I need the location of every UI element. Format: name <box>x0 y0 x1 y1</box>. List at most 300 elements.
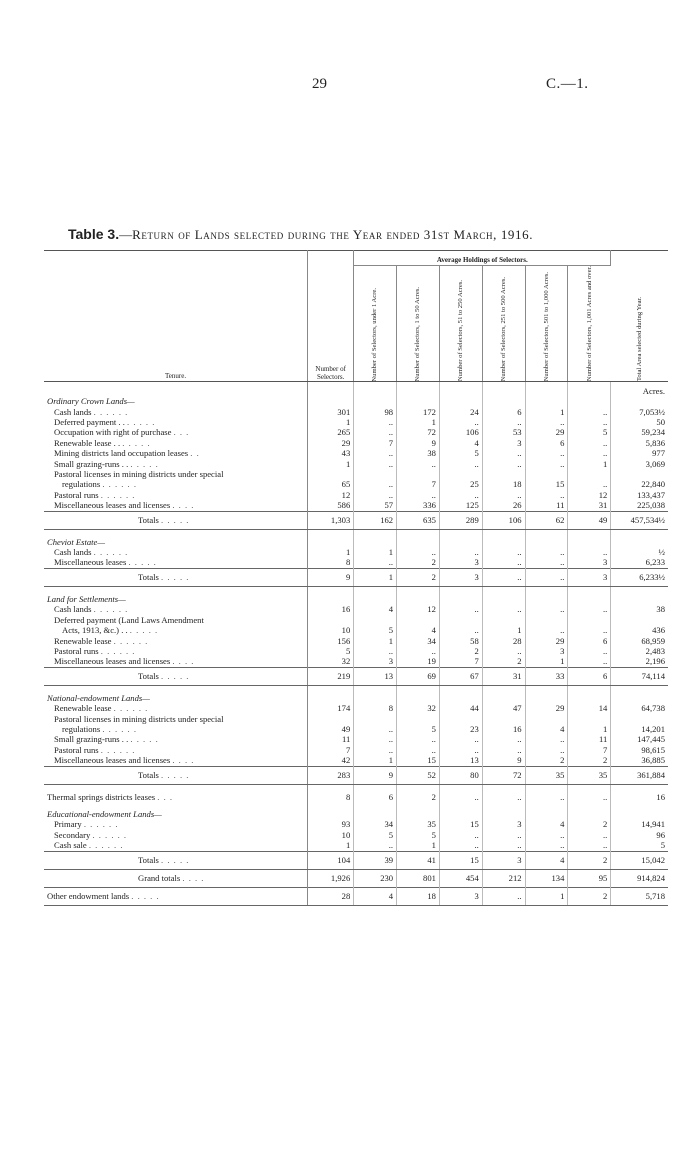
row-value: 635 <box>397 511 440 529</box>
empty-cell <box>308 693 354 703</box>
row-value: 12 <box>397 604 440 614</box>
row-value: 3 <box>482 438 525 448</box>
spacer-cell <box>568 685 611 693</box>
row-value: 11 <box>525 500 568 511</box>
spacer-cell <box>397 802 440 809</box>
row-value: 47 <box>482 703 525 713</box>
row-value: 336 <box>397 500 440 511</box>
row-value: .. <box>354 459 397 469</box>
row-label <box>44 417 308 427</box>
row-value: 6 <box>482 407 525 417</box>
empty-cell <box>308 537 354 547</box>
row-value: 28 <box>482 636 525 646</box>
spacer-cell <box>525 529 568 537</box>
row-value: 5 <box>354 830 397 840</box>
row-value: 1,926 <box>308 869 354 887</box>
empty-cell <box>308 594 354 604</box>
empty-cell <box>611 537 668 547</box>
spacer-cell <box>611 784 668 792</box>
row-value: 1 <box>308 417 354 427</box>
row-value: .. <box>354 646 397 656</box>
row-value: .. <box>568 646 611 656</box>
leader-dots: . . . . . <box>161 514 190 525</box>
row-value: .. <box>525 417 568 427</box>
row-value: 162 <box>354 511 397 529</box>
row-value: .. <box>525 459 568 469</box>
row-value: .. <box>354 724 397 734</box>
row-value <box>308 615 354 625</box>
row-label-text: Small grazing-runs . . <box>54 734 129 745</box>
row-value: 18 <box>397 887 440 905</box>
row-value: .. <box>439 604 482 614</box>
row-label-text: Pastoral runs <box>54 744 99 755</box>
row-label <box>44 490 308 500</box>
row-label <box>44 714 308 724</box>
empty-cell <box>308 809 354 819</box>
row-value: 57 <box>354 500 397 511</box>
col-header-average-holdings: Average Holdings of Selectors. <box>354 251 611 266</box>
section-title: Ordinary Crown Lands— <box>44 396 308 406</box>
row-value: 59,234 <box>641 427 665 438</box>
spacer-cell <box>397 529 440 537</box>
row-value: 1 <box>397 417 440 427</box>
row-value: 98 <box>354 407 397 417</box>
row-value: 1 <box>525 656 568 667</box>
empty-cell <box>568 396 611 406</box>
row-label-text: Acts, 1913, &c.) . . <box>62 625 128 636</box>
row-value: 15 <box>397 755 440 766</box>
empty-cell <box>439 809 482 819</box>
row-value: 134 <box>525 869 568 887</box>
row-label <box>44 745 308 755</box>
row-value: 5 <box>397 724 440 734</box>
row-label-text: Cash lands <box>54 547 92 558</box>
leader-dots: . . . . <box>172 755 195 766</box>
row-value: 36,885 <box>641 755 665 766</box>
empty-cell <box>525 693 568 703</box>
row-value: 4 <box>525 851 568 869</box>
lands-selected-table <box>44 250 668 906</box>
spacer-cell <box>439 685 482 693</box>
empty-cell <box>354 382 397 397</box>
spacer-cell <box>308 586 354 594</box>
row-value: 19 <box>397 656 440 667</box>
row-value: 2,483 <box>645 645 665 656</box>
row-value: 174 <box>308 703 354 713</box>
col-header-51-to-250-acres: Number of Selectors, 51 to 250 Acres. <box>439 266 482 382</box>
leader-dots: . . . . . <box>161 854 190 865</box>
leader-dots: . . . . . . <box>102 479 137 490</box>
row-value: .. <box>568 438 611 448</box>
spacer-cell <box>525 784 568 792</box>
row-label-text: Occupation with right of purchase <box>54 427 172 438</box>
row-value: 9 <box>397 438 440 448</box>
row-value: .. <box>568 407 611 417</box>
row-value: 18 <box>482 479 525 489</box>
leader-dots: . . . . . <box>161 572 190 583</box>
row-label-text: Miscellaneous leases and licenses <box>54 656 171 667</box>
spacer-cell <box>439 784 482 792</box>
totals-row <box>44 766 668 784</box>
row-value: 43 <box>308 448 354 458</box>
row-label <box>44 887 308 905</box>
spacer-cell <box>525 586 568 594</box>
row-value: 219 <box>308 667 354 685</box>
empty-cell <box>439 693 482 703</box>
row-value: 38 <box>397 448 440 458</box>
row-label-text: Mining districts land occupation leases <box>54 448 189 459</box>
row-label <box>44 479 308 489</box>
leader-dots: . . . . <box>182 872 205 883</box>
row-value: 3 <box>354 656 397 667</box>
row-label-text: Totals <box>138 854 159 865</box>
row-value: 1 <box>308 840 354 851</box>
row-value: .. <box>482 887 525 905</box>
spacer-cell <box>308 529 354 537</box>
spacer-cell <box>44 529 308 537</box>
row-value: 1 <box>525 887 568 905</box>
col-header-tenure: Tenure. <box>44 251 308 382</box>
row-label-text: Pastoral licenses in mining districts under special <box>54 469 224 480</box>
row-value: 3 <box>568 557 611 568</box>
row-value: .. <box>397 547 440 557</box>
leader-dots: . . . . . . <box>93 604 129 615</box>
row-value: 1 <box>354 547 397 557</box>
empty-cell <box>482 396 525 406</box>
row-value: 14,201 <box>641 723 665 734</box>
row-value: 3 <box>439 568 482 586</box>
section-crown <box>44 396 668 406</box>
row-value: 42 <box>308 755 354 766</box>
spacer-cell <box>568 586 611 594</box>
row-value: 106 <box>439 427 482 437</box>
row-value: 156 <box>308 636 354 646</box>
row-label <box>44 851 308 869</box>
leader-dots: . . . . . . <box>93 547 129 558</box>
row-value: 801 <box>397 869 440 887</box>
grand-totals-row <box>44 869 668 887</box>
row-label-text: Totals <box>138 514 159 525</box>
table-row <box>44 724 668 734</box>
row-label-text: Totals <box>138 769 159 780</box>
row-value: 5 <box>354 625 397 635</box>
table-row <box>44 490 668 500</box>
row-label-text: Pastoral runs <box>54 489 99 500</box>
row-label <box>44 625 308 635</box>
row-value: .. <box>568 830 611 840</box>
section-settlements <box>44 594 668 604</box>
spacer-cell <box>308 685 354 693</box>
row-value: 361,884 <box>611 766 668 784</box>
row-value: 74,114 <box>611 667 668 685</box>
row-value: 5 <box>660 840 665 851</box>
row-value: 914,824 <box>611 869 668 887</box>
row-value: 15 <box>439 819 482 829</box>
row-value: 28 <box>308 887 354 905</box>
row-value <box>439 714 482 724</box>
row-value: 26 <box>482 500 525 511</box>
row-value: 16 <box>482 724 525 734</box>
section-educational <box>44 809 668 819</box>
row-label-text: Other endowment lands <box>47 890 130 901</box>
row-value: .. <box>482 417 525 427</box>
row-value: .. <box>525 625 568 635</box>
empty-cell <box>482 693 525 703</box>
empty-cell <box>525 382 568 397</box>
row-value: 34 <box>354 819 397 829</box>
row-value: .. <box>439 459 482 469</box>
row-value: 50 <box>656 417 665 427</box>
row-value: 457,534½ <box>611 511 668 529</box>
spacer-row <box>44 586 668 594</box>
row-value: .. <box>482 568 525 586</box>
row-label-text: Cash lands <box>54 406 92 417</box>
spacer-cell <box>568 802 611 809</box>
empty-cell <box>397 537 440 547</box>
empty-cell <box>354 594 397 604</box>
row-label-text: Renewable lease <box>54 703 112 714</box>
leader-dots: . . . . . <box>129 625 159 636</box>
row-value: 1 <box>354 636 397 646</box>
row-value: .. <box>397 459 440 469</box>
row-value: .. <box>525 830 568 840</box>
row-label <box>44 667 308 685</box>
spacer-cell <box>482 685 525 693</box>
spacer-cell <box>354 784 397 792</box>
empty-cell <box>482 537 525 547</box>
row-label <box>44 547 308 557</box>
empty-cell <box>397 396 440 406</box>
spacer-cell <box>44 784 308 792</box>
row-label <box>44 869 308 887</box>
spacer-cell <box>482 784 525 792</box>
empty-cell <box>611 396 668 406</box>
row-value: 95 <box>568 869 611 887</box>
spacer-cell <box>525 685 568 693</box>
empty-cell <box>611 693 668 703</box>
empty-cell <box>525 537 568 547</box>
empty-cell <box>482 594 525 604</box>
spacer-cell <box>525 802 568 809</box>
row-value: 24 <box>439 407 482 417</box>
row-value: 2 <box>525 755 568 766</box>
table-title <box>68 226 668 243</box>
row-value: .. <box>568 625 611 635</box>
row-value: 96 <box>656 829 665 840</box>
row-value <box>568 615 611 625</box>
row-label-text: Cash lands <box>54 604 92 615</box>
row-value <box>482 615 525 625</box>
leader-dots: . . . . . <box>128 557 157 568</box>
row-value: 3 <box>482 851 525 869</box>
table-label: Table 3. <box>68 226 120 242</box>
row-value: 1 <box>354 568 397 586</box>
row-value: 72 <box>482 766 525 784</box>
row-value: .. <box>397 745 440 755</box>
row-value: .. <box>482 745 525 755</box>
empty-cell <box>354 396 397 406</box>
empty-cell <box>44 382 308 397</box>
row-value: 69 <box>397 667 440 685</box>
row-value: 32 <box>397 703 440 713</box>
row-value: 7 <box>397 479 440 489</box>
row-value: 65 <box>308 479 354 489</box>
unit-row <box>44 382 668 397</box>
row-value: 3 <box>439 887 482 905</box>
row-label <box>44 703 308 713</box>
row-value: .. <box>439 734 482 744</box>
row-value: .. <box>354 557 397 568</box>
row-value: 225,038 <box>637 500 665 511</box>
section-title: Land for Settlements— <box>44 594 308 604</box>
table-row <box>44 646 668 656</box>
row-value: 1,303 <box>308 511 354 529</box>
row-value: .. <box>439 792 482 802</box>
empty-cell <box>525 594 568 604</box>
row-label <box>44 792 308 802</box>
spacer-cell <box>611 685 668 693</box>
row-value: 212 <box>482 869 525 887</box>
row-value: 31 <box>568 500 611 511</box>
row-value: 1 <box>482 625 525 635</box>
row-value <box>568 469 611 479</box>
table-row <box>44 479 668 489</box>
row-value: 3 <box>568 568 611 586</box>
row-value: 7 <box>568 745 611 755</box>
row-value: 7 <box>308 745 354 755</box>
empty-cell <box>354 693 397 703</box>
row-value: 5,718 <box>611 887 668 905</box>
row-value: 53 <box>482 427 525 437</box>
row-value: 133,437 <box>637 489 665 500</box>
row-value <box>611 615 668 625</box>
row-value <box>439 615 482 625</box>
row-value: 11 <box>568 734 611 744</box>
leader-dots: . . . . . . <box>100 489 136 500</box>
table-row <box>44 830 668 840</box>
row-value: 9 <box>308 568 354 586</box>
row-label <box>44 557 308 568</box>
leader-dots: . . . . . <box>122 437 151 448</box>
spacer-cell <box>611 802 668 809</box>
row-value: 5,836 <box>645 437 665 448</box>
row-value: 2 <box>397 568 440 586</box>
unit-label: Acres. <box>642 385 665 396</box>
row-value: 125 <box>439 500 482 511</box>
totals-row <box>44 511 668 529</box>
row-value: .. <box>525 604 568 614</box>
row-value: .. <box>525 792 568 802</box>
empty-cell <box>568 382 611 397</box>
title-text: Return of Lands selected during the Year ended 31st March, 1916. <box>132 227 534 242</box>
spacer-cell <box>397 784 440 792</box>
row-value <box>397 469 440 479</box>
row-value: 230 <box>354 869 397 887</box>
row-value <box>397 615 440 625</box>
row-value: .. <box>354 490 397 500</box>
row-value: 1 <box>397 840 440 851</box>
row-value: 106 <box>482 511 525 529</box>
row-label-text: Renewable lease <box>54 635 112 646</box>
row-value: 1 <box>568 724 611 734</box>
table-row <box>44 438 668 448</box>
empty-cell <box>568 693 611 703</box>
row-value: 13 <box>354 667 397 685</box>
row-value: 15,042 <box>611 851 668 869</box>
row-value: .. <box>482 604 525 614</box>
row-value: 172 <box>397 407 440 417</box>
row-value: 15 <box>439 851 482 869</box>
empty-cell <box>568 537 611 547</box>
empty-cell <box>439 594 482 604</box>
section-title: Cheviot Estate— <box>44 537 308 547</box>
row-value: .. <box>525 840 568 851</box>
spacer-cell <box>44 802 308 809</box>
row-value: 2 <box>397 557 440 568</box>
col-header-1-to-50-acres: Number of Selectors, 1 to 50 Acres. <box>397 266 440 382</box>
table-row <box>44 625 668 635</box>
row-value: 33 <box>525 667 568 685</box>
row-value: 58 <box>439 636 482 646</box>
table-row <box>44 407 668 417</box>
row-value <box>397 714 440 724</box>
row-value: 4 <box>354 887 397 905</box>
row-value: 34 <box>397 636 440 646</box>
row-value: 4 <box>397 625 440 635</box>
leader-dots: . . . . . . <box>100 744 136 755</box>
section-cheviot <box>44 537 668 547</box>
row-value: 14,941 <box>641 819 665 830</box>
leader-dots: . . . . . . <box>83 819 119 830</box>
row-value: .. <box>397 646 440 656</box>
table-row <box>44 427 668 437</box>
row-value: .. <box>482 840 525 851</box>
row-value <box>308 714 354 724</box>
row-value: 13 <box>439 755 482 766</box>
row-label-text: Miscellaneous leases and licenses <box>54 755 171 766</box>
col-header-total-area: Total Area selected during Year. <box>611 251 668 382</box>
empty-cell <box>482 382 525 397</box>
spacer-cell <box>439 529 482 537</box>
row-label <box>44 459 308 469</box>
row-label-text: regulations <box>62 723 101 734</box>
table-row <box>44 448 668 458</box>
row-value: 9 <box>482 755 525 766</box>
row-value: .. <box>397 734 440 744</box>
spacer-cell <box>354 802 397 809</box>
row-value: 6 <box>568 667 611 685</box>
spacer-row <box>44 529 668 537</box>
row-value <box>525 469 568 479</box>
leader-dots: . . . . . . <box>92 829 128 840</box>
row-value: .. <box>439 490 482 500</box>
row-label-text: Deferred payment . . <box>54 417 125 427</box>
row-value: 12 <box>308 490 354 500</box>
empty-cell <box>397 382 440 397</box>
row-value: 3 <box>439 557 482 568</box>
row-value: 49 <box>308 724 354 734</box>
row-value: 22,840 <box>641 479 665 490</box>
row-value: 6 <box>354 792 397 802</box>
row-value: 35 <box>568 766 611 784</box>
row-value: 44 <box>439 703 482 713</box>
row-label <box>44 819 308 829</box>
row-value: 11 <box>308 734 354 744</box>
row-value: 2 <box>568 755 611 766</box>
page-number: 29 <box>312 76 327 92</box>
row-value <box>568 714 611 724</box>
row-label-text: Pastoral licenses in mining districts under special <box>54 713 224 724</box>
